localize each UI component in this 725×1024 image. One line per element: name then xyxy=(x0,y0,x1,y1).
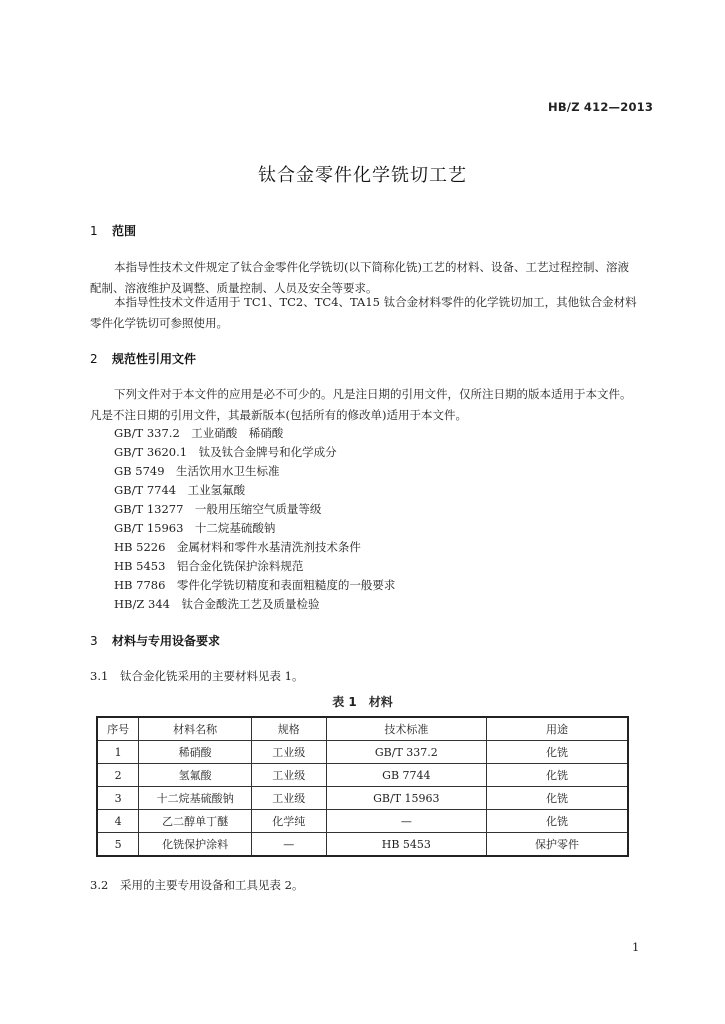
table-cell: HB 5453 xyxy=(326,833,486,857)
section-1-heading xyxy=(90,222,136,239)
reference-item: GB/T 7744 工业氢氟酸 xyxy=(114,483,246,497)
table-cell: — xyxy=(326,810,486,833)
table-row xyxy=(97,764,628,787)
table-cell: 化学纯 xyxy=(251,810,326,833)
table-cell: 化铣 xyxy=(487,810,628,833)
table-cell: 工业级 xyxy=(251,787,326,810)
table-cell: 化铣 xyxy=(487,764,628,787)
section-3-number: 3 xyxy=(90,634,98,648)
table-caption: 表 1 材料 xyxy=(332,695,393,709)
table-row xyxy=(97,787,628,810)
section-2-intro: 下列文件对于本文件的应用是必不可少的。凡是注日期的引用文件，仅所注日期的版本适用于本文件。凡是不注日期的引用文件，其最新版本(包括所有的修改单)适用于本文件。 xyxy=(90,387,632,422)
table-header-row xyxy=(97,717,628,741)
reference-item: HB 5226 金属材料和零件水基清洗剂技术条件 xyxy=(114,540,361,554)
clause-3-1-number: 3.1 xyxy=(90,669,109,683)
section-1-paragraph-2: 本指导性技术文件适用于 TC1、TC2、TC4、TA15 钛合金材料零件的化学铣切加工，其他钛合金材料零件化学铣切可参照使用。 xyxy=(90,295,637,330)
materials-table xyxy=(96,716,629,857)
table-cell: 十二烷基硫酸钠 xyxy=(139,787,252,810)
section-3-title: 材料与专用设备要求 xyxy=(112,634,221,648)
section-2-number: 2 xyxy=(90,352,98,366)
clause-3-2 xyxy=(90,877,303,893)
section-1-paragraph-1: 本指导性技术文件规定了钛合金零件化学铣切(以下简称化铣)工艺的材料、设备、工艺过程控制、溶液配制、溶液维护及调整、质量控制、人员及安全等要求。 xyxy=(90,260,629,295)
page-number: 1 xyxy=(632,940,640,954)
reference-item: GB/T 13277 一般用压缩空气质量等级 xyxy=(114,502,322,516)
table-cell: 工业级 xyxy=(251,741,326,764)
table-cell: 2 xyxy=(97,764,139,787)
table-header-cell: 技术标准 xyxy=(326,717,486,741)
reference-item: GB 5749 生活饮用水卫生标准 xyxy=(114,464,280,478)
clause-3-2-number: 3.2 xyxy=(90,878,109,892)
table-row xyxy=(97,833,628,857)
table-cell: GB/T 337.2 xyxy=(326,741,486,764)
reference-item: GB/T 3620.1 钛及钛合金牌号和化学成分 xyxy=(114,445,337,459)
table-cell: 保护零件 xyxy=(487,833,628,857)
table-row xyxy=(97,810,628,833)
reference-item: HB 5453 铝合金化铣保护涂料规范 xyxy=(114,559,304,573)
table-cell: 工业级 xyxy=(251,764,326,787)
reference-item: HB/Z 344 钛合金酸洗工艺及质量检验 xyxy=(114,597,320,611)
table-cell: 稀硝酸 xyxy=(139,741,252,764)
table-cell: 氢氟酸 xyxy=(139,764,252,787)
section-2-title: 规范性引用文件 xyxy=(112,352,197,366)
table-header-cell: 序号 xyxy=(97,717,139,741)
document-number: HB/Z 412—2013 xyxy=(548,100,654,114)
section-3-heading xyxy=(90,632,220,649)
table-cell: GB 7744 xyxy=(326,764,486,787)
page-title: 钛合金零件化学铣切工艺 xyxy=(258,165,467,186)
table-header-cell: 规格 xyxy=(251,717,326,741)
clause-3-1-text: 钛合金化铣采用的主要材料见表 1。 xyxy=(120,669,304,683)
table-header-cell: 用途 xyxy=(487,717,628,741)
table-cell: GB/T 15963 xyxy=(326,787,486,810)
table-cell: 化铣 xyxy=(487,787,628,810)
table-cell: — xyxy=(251,833,326,857)
table-cell: 化铣 xyxy=(487,741,628,764)
reference-item: GB/T 15963 十二烷基硫酸钠 xyxy=(114,521,276,535)
table-cell: 5 xyxy=(97,833,139,857)
table-header-cell: 材料名称 xyxy=(139,717,252,741)
reference-item: HB 7786 零件化学铣切精度和表面粗糙度的一般要求 xyxy=(114,578,396,592)
table-cell: 1 xyxy=(97,741,139,764)
clause-3-2-text: 采用的主要专用设备和工具见表 2。 xyxy=(120,878,304,892)
table-row xyxy=(97,741,628,764)
section-1-number: 1 xyxy=(90,224,98,238)
table-cell: 化铣保护涂料 xyxy=(139,833,252,857)
table-cell: 乙二醇单丁醚 xyxy=(139,810,252,833)
table-cell: 4 xyxy=(97,810,139,833)
section-2-heading xyxy=(90,350,196,367)
clause-3-1 xyxy=(90,668,303,684)
table-cell: 3 xyxy=(97,787,139,810)
section-1-title: 范围 xyxy=(112,224,137,238)
reference-item: GB/T 337.2 工业硝酸 稀硝酸 xyxy=(114,426,284,440)
